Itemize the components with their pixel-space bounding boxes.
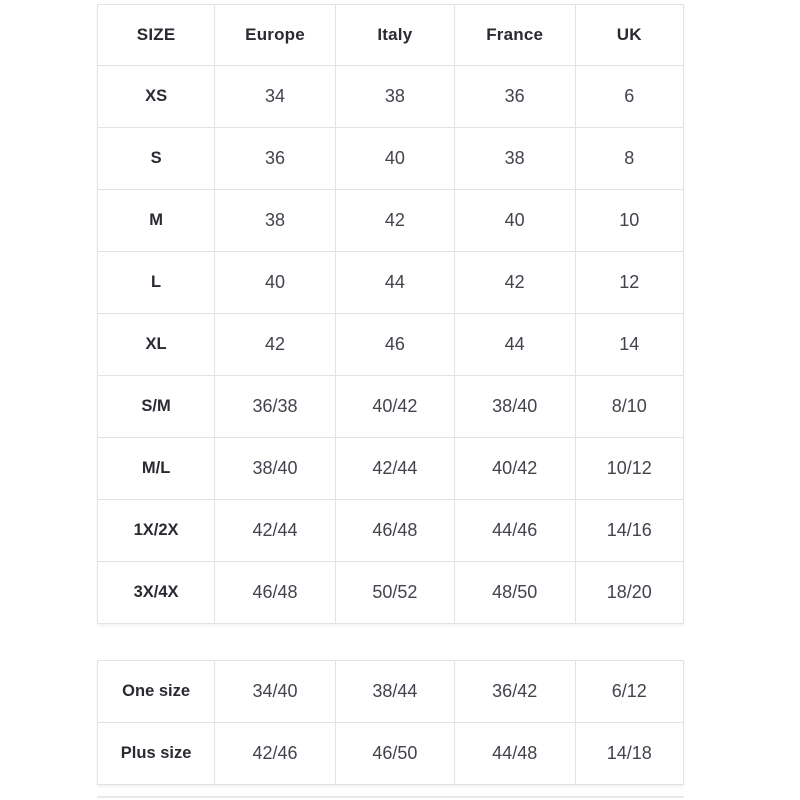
value-cell: 46/50 <box>335 723 454 785</box>
value-cell: 6/12 <box>575 661 683 723</box>
column-header: Italy <box>335 5 454 66</box>
size-label-cell: XS <box>98 66 215 128</box>
value-cell: 36 <box>215 128 336 190</box>
table-row <box>98 190 684 252</box>
size-label-cell: XL <box>98 314 215 376</box>
value-cell: 38/44 <box>335 661 454 723</box>
value-cell: 34 <box>215 66 336 128</box>
value-cell: 40 <box>215 252 336 314</box>
value-cell: 6 <box>575 66 683 128</box>
value-cell: 42 <box>335 190 454 252</box>
column-header: SIZE <box>98 5 215 66</box>
size-label-cell: Plus size <box>98 723 215 785</box>
value-cell: 14/18 <box>575 723 683 785</box>
value-cell: 10 <box>575 190 683 252</box>
table-row <box>98 66 684 128</box>
value-cell: 44 <box>335 252 454 314</box>
column-header: UK <box>575 5 683 66</box>
size-conversion-table <box>97 4 684 624</box>
size-label-cell: L <box>98 252 215 314</box>
table-row <box>98 438 684 500</box>
value-cell: 46/48 <box>335 500 454 562</box>
size-label-cell: M/L <box>98 438 215 500</box>
table-row <box>98 314 684 376</box>
table-row <box>98 661 684 723</box>
value-cell: 40/42 <box>454 438 575 500</box>
value-cell: 44/46 <box>454 500 575 562</box>
table-row <box>98 252 684 314</box>
value-cell: 48/50 <box>454 562 575 624</box>
size-label-cell: S <box>98 128 215 190</box>
table-row <box>98 500 684 562</box>
size-conversion-section <box>97 4 684 785</box>
value-cell: 44 <box>454 314 575 376</box>
table-row <box>98 723 684 785</box>
value-cell: 42 <box>215 314 336 376</box>
table-row <box>98 376 684 438</box>
value-cell: 38 <box>215 190 336 252</box>
size-label-cell: 1X/2X <box>98 500 215 562</box>
column-header: Europe <box>215 5 336 66</box>
bottom-divider <box>97 796 684 798</box>
value-cell: 40 <box>335 128 454 190</box>
value-cell: 38 <box>454 128 575 190</box>
value-cell: 46/48 <box>215 562 336 624</box>
value-cell: 38 <box>335 66 454 128</box>
value-cell: 36/38 <box>215 376 336 438</box>
value-cell: 36/42 <box>454 661 575 723</box>
size-label-cell: S/M <box>98 376 215 438</box>
value-cell: 42/46 <box>215 723 336 785</box>
size-table-header <box>98 5 684 66</box>
header-row <box>98 5 684 66</box>
value-cell: 10/12 <box>575 438 683 500</box>
value-cell: 50/52 <box>335 562 454 624</box>
value-cell: 38/40 <box>454 376 575 438</box>
value-cell: 14/16 <box>575 500 683 562</box>
size-table-body <box>98 66 684 624</box>
value-cell: 18/20 <box>575 562 683 624</box>
value-cell: 40 <box>454 190 575 252</box>
value-cell: 42/44 <box>215 500 336 562</box>
value-cell: 14 <box>575 314 683 376</box>
value-cell: 42 <box>454 252 575 314</box>
value-cell: 40/42 <box>335 376 454 438</box>
table-row <box>98 128 684 190</box>
value-cell: 8/10 <box>575 376 683 438</box>
special-sizes-table-body <box>98 661 684 785</box>
value-cell: 12 <box>575 252 683 314</box>
value-cell: 36 <box>454 66 575 128</box>
value-cell: 44/48 <box>454 723 575 785</box>
value-cell: 46 <box>335 314 454 376</box>
value-cell: 8 <box>575 128 683 190</box>
value-cell: 38/40 <box>215 438 336 500</box>
table-row <box>98 562 684 624</box>
column-header: France <box>454 5 575 66</box>
size-label-cell: M <box>98 190 215 252</box>
value-cell: 42/44 <box>335 438 454 500</box>
special-sizes-table <box>97 660 684 785</box>
value-cell: 34/40 <box>215 661 336 723</box>
size-label-cell: One size <box>98 661 215 723</box>
size-label-cell: 3X/4X <box>98 562 215 624</box>
